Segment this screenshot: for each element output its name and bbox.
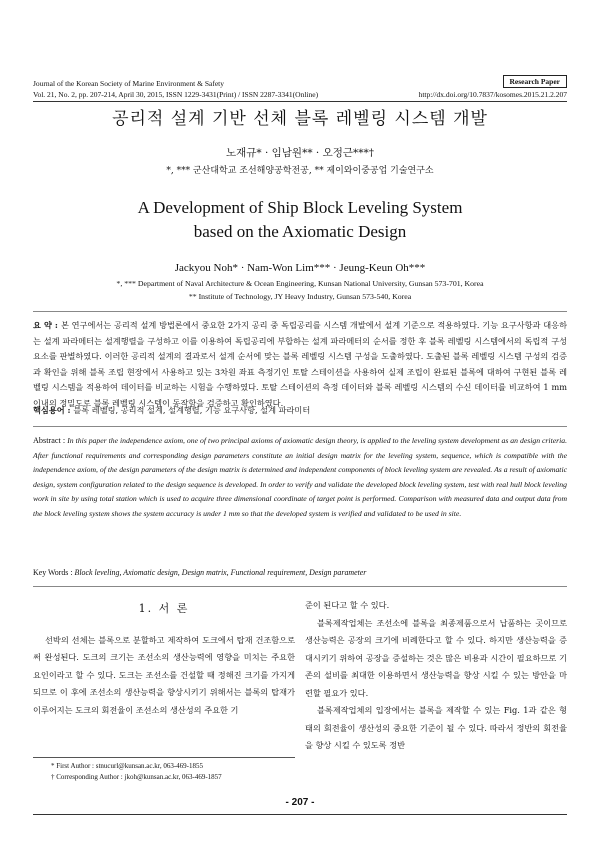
english-title-line2: based on the Axiomatic Design	[193, 222, 407, 241]
abstract-top-rule	[33, 311, 567, 312]
english-abstract-text: In this paper the independence axiom, one of two principal axioms of axiomatic design theory, is applied to the leveling system development as an design criteria. After functional requirements and corresponding design parameters constitute an initial design matrix for the leveling system, sequence, which is compatible with the independence axiom, of the design parameters of the design matrix is determined and independent components of block leveling system are revealed. As a result of axiomatic design, system configuration related to the design sequence is developed. In order to verify and validate the developed block leveling system, test with real hull block leveling work in site by using total station which is used to acquire three dimensional coordinate of target point is performed. Comparison with measured data and output data from the block leveling system shows the system accuracy is under 1 mm so that the developed system is verified and validated to be used in site.	[33, 436, 568, 518]
english-keywords-label: Key Words :	[33, 568, 75, 577]
english-abstract-label: Abstract :	[33, 436, 68, 445]
left-column	[33, 596, 295, 719]
footnotes	[33, 757, 295, 783]
english-keywords	[33, 568, 567, 577]
korean-affiliation: *, *** 군산대학교 조선해양공학전공, ** 제이와이중공업 기술연구소	[166, 166, 434, 176]
intro-paragraph-1: 선박의 선체는 블록으로 분할하고 제작하여 도크에서 탑재 건조함으로써 완성된다. 도크의 크기는 조선소의 생산능력에 영향을 미치는 주요한 요인이라고 할 수 있다. 도크는 조선소를 건설할 때 정해진 크기를 가지게 되므로 이 후에 조선소의 생산능력을 향상시키기 위해서는 블록의 탑재가 이루어지는 도크의 회전율이 조선소의 생산성의 주요한 기	[33, 634, 295, 715]
korean-title: 공리적 설계 기반 선체 블록 레벨링 시스템 개발	[112, 109, 488, 129]
section-title-introduction: 1. 서 론	[138, 602, 190, 615]
english-keywords-text: Block leveling, Axiomatic design, Design matrix, Functional requirement, Design parameter	[74, 568, 367, 577]
korean-authors: 노재규* · 임남원** · 오정근***†	[225, 147, 375, 159]
intro-continuation: 준이 된다고 할 수 있다.	[305, 600, 390, 610]
footnote-first-author: * First Author : stnucurl@kunsan.ac.kr, 063-469-1855	[51, 762, 203, 770]
volume-info: Vol. 21, No. 2, pp. 207-214, April 30, 2015, ISSN 1229-3431(Print) / ISSN 2287-3341(Online)	[33, 90, 319, 99]
korean-abstract	[33, 318, 567, 411]
korean-keywords-text: 블록 레벨링, 공리적 설계, 설계행렬, 기능 요구사항, 설계 파라미터	[73, 405, 311, 415]
english-abstract	[33, 434, 567, 521]
abstract-divider-rule	[33, 426, 567, 427]
page-number: - 207 -	[285, 797, 315, 808]
korean-abstract-text: 본 연구에서는 공리적 설계 방법론에서 중요한 2가지 공리 중 독립공리를 시스템 개발에서 설계 기준으로 적용하였다. 기능 요구사항과 대응하는 설계 파라메터는 설계행렬을 구성하고 이를 이용하여 독립공리에 부합하는 설계 파라메터의 순서를 정한 후 블록 레벨링 시스템에서의 독립적 구성요소를 판별하였다. 이러한 공리적 설계의 결과로서 설계 순서에 맞는 블록 레벨링 시스템 구성을 도출하였다. 도출된 블록 레벨링 시스템 구성의 검증과 확인을 위해 블록 조립 현장에서 사용하고 있는 3차원 좌표 측정기인 토탈 스테이션을 사용하여 실제 조립이 완료된 블록에 대하여 구현된 블록 레벨링 시스템을 적용하여 데이터를 비교하는 시험을 수행하였다. 토탈 스테이션의 측정 데이터와 블록 레벨링 시스템의 수신 데이터를 비교하여 1 mm 이내의 정밀도로 블록 레벨링 시스템이 동작함을 검증하고 확인하였다.	[33, 320, 567, 408]
korean-keywords	[33, 405, 567, 416]
research-paper-badge: Research Paper	[503, 75, 567, 88]
english-affiliation-2: ** Institute of Technology, JY Heavy Industry, Gunsan 573-540, Korea	[188, 292, 412, 301]
intro-paragraph-2: 블록제작업체는 조선소에 블록을 최종제품으로서 납품하는 곳이므로 생산능력은 공장의 크기에 비례한다고 할 수 있다. 하지만 생산능력을 증대시키기 위하여 공장을 증설하는 것은 많은 비용과 시간이 필요하므로 기존의 설비를 최대한 이용하면서 생산능력을 향상 시킬 수 있는 방안을 마련할 필요가 있다.	[305, 617, 567, 698]
english-authors: Jackyou Noh* · Nam-Won Lim*** · Jeung-Keun Oh***	[174, 262, 426, 274]
english-affiliation-1: *, *** Department of Naval Architecture & Ocean Engineering, Kunsan National University, Gunsan 573-701, Korea	[116, 279, 484, 288]
doi-link[interactable]: http://dx.doi.org/10.7837/kosomes.2015.21.2.207	[418, 90, 567, 99]
body-top-rule	[33, 586, 567, 587]
right-column	[305, 597, 567, 755]
korean-keywords-label: 핵심용어 :	[33, 405, 74, 415]
intro-paragraph-3: 블록제작업체의 입장에서는 블록을 제작할 수 있는 Fig. 1과 같은 형태의 회전율이 생산성의 중요한 기준이 될 수 있다. 따라서 정반의 회전율을 향상 시킬 수 있도록 정반	[305, 705, 567, 750]
footnote-corresponding-author: † Corresponding Author : jkoh@kunsan.ac.kr, 063-469-1857	[51, 773, 222, 781]
header-rule	[33, 101, 567, 102]
english-title-line1: A Development of Ship Block Leveling System	[137, 198, 463, 217]
korean-abstract-label: 요 약 :	[33, 320, 61, 330]
footer-rule	[33, 814, 567, 815]
journal-name: Journal of the Korean Society of Marine Environment & Safety	[33, 79, 224, 88]
